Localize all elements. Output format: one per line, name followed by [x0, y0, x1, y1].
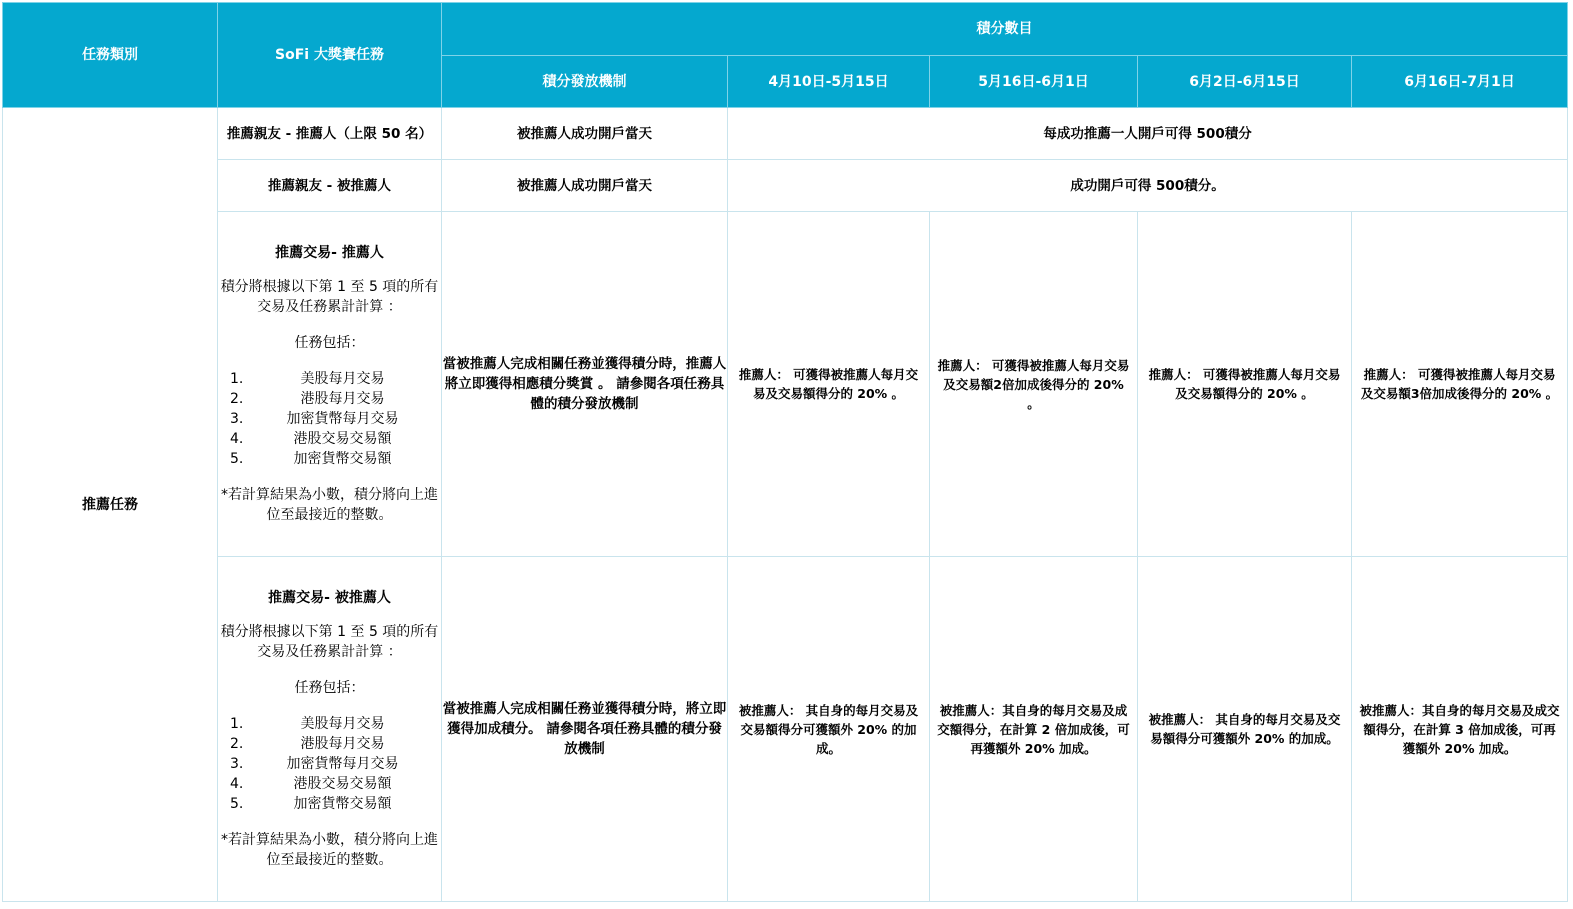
task-note: *若計算結果為小數，積分將向上進位至最接近的整數。 [221, 832, 438, 868]
points-cell: 被推薦人：其自身的每月交易及成交額得分，在計算 3 倍加成後，可再獲額外 20% 加成。 [1352, 557, 1568, 902]
list-item: 2. 港股每月交易 [230, 736, 385, 752]
header-mechanism: 積分發放機制 [442, 56, 728, 108]
list-item: 2. 港股每月交易 [230, 391, 385, 407]
points-cell: 被推薦人： 其自身的每月交易及交易額得分可獲額外 20% 的加成。 [728, 557, 930, 902]
list-item: 3. 加密貨幣每月交易 [230, 756, 399, 772]
header-category: 任務類別 [3, 3, 218, 108]
task-description: 積分將根據以下第 1 至 5 項的所有交易及任務累計計算 ： [220, 624, 439, 660]
task-title: 推薦交易- 推薦人 [275, 245, 384, 261]
list-item: 1. 美股每月交易 [230, 371, 385, 387]
points-cell: 推薦人： 可獲得被推薦人每月交易及交易額得分的 20% 。 [1138, 212, 1352, 557]
table-row [3, 160, 1568, 212]
mechanism-cell: 當被推薦人完成相關任務並獲得積分時，推薦人將立即獲得相應積分獎賞 。 請參閱各項任務具體的積分發放機制 [442, 212, 728, 557]
task-list [218, 369, 441, 469]
task-cell [218, 212, 442, 557]
header-task: SoFi 大獎賽任務 [218, 3, 442, 108]
list-item: 1. 美股每月交易 [230, 716, 385, 732]
list-item: 5. 加密貨幣交易額 [230, 451, 392, 467]
task-cell: 推薦親友 - 被推薦人 [218, 160, 442, 212]
task-description: 積分將根據以下第 1 至 5 項的所有交易及任務累計計算 ： [220, 279, 439, 315]
mechanism-cell: 被推薦人成功開戶當天 [442, 108, 728, 160]
task-title: 推薦交易- 被推薦人 [268, 590, 391, 606]
table-row [3, 108, 1568, 160]
points-cell: 成功開戶可得 500積分。 [728, 160, 1568, 212]
header-period-3: 6月2日-6月15日 [1138, 56, 1352, 108]
list-item: 4. 港股交易交易額 [230, 776, 392, 792]
header-period-4: 6月16日-7月1日 [1352, 56, 1568, 108]
header-period-2: 5月16日-6月1日 [930, 56, 1138, 108]
category-cell: 推薦任務 [3, 108, 218, 902]
list-item: 4. 港股交易交易額 [230, 431, 392, 447]
task-cell [218, 557, 442, 902]
list-item: 3. 加密貨幣每月交易 [230, 411, 399, 427]
table-row [3, 557, 1568, 902]
list-item: 5. 加密貨幣交易額 [230, 796, 392, 812]
points-cell: 推薦人： 可獲得被推薦人每月交易及交易額3倍加成後得分的 20% 。 [1352, 212, 1568, 557]
task-includes-label: 任務包括： [294, 680, 365, 696]
points-cell: 推薦人： 可獲得被推薦人每月交易及交易額得分的 20% 。 [728, 212, 930, 557]
task-note: *若計算結果為小數，積分將向上進位至最接近的整數。 [221, 487, 438, 523]
points-cell: 推薦人： 可獲得被推薦人每月交易及交易額2倍加成後得分的 20% 。 [930, 212, 1138, 557]
task-list [218, 714, 441, 814]
header-points: 積分數目 [442, 3, 1568, 56]
points-cell: 被推薦人：其自身的每月交易及成交額得分，在計算 2 倍加成後，可再獲額外 20% 加成。 [930, 557, 1138, 902]
points-cell: 每成功推薦一人開戶可得 500積分 [728, 108, 1568, 160]
task-cell: 推薦親友 - 推薦人（上限 50 名） [218, 108, 442, 160]
task-includes-label: 任務包括： [294, 335, 365, 351]
mechanism-cell: 被推薦人成功開戶當天 [442, 160, 728, 212]
header-period-1: 4月10日-5月15日 [728, 56, 930, 108]
points-cell: 被推薦人： 其自身的每月交易及交易額得分可獲額外 20% 的加成。 [1138, 557, 1352, 902]
table-row [3, 212, 1568, 557]
mechanism-cell: 當被推薦人完成相關任務並獲得積分時，將立即獲得加成積分。 請參閱各項任務具體的積分發放機制 [442, 557, 728, 902]
rewards-table [2, 2, 1568, 902]
